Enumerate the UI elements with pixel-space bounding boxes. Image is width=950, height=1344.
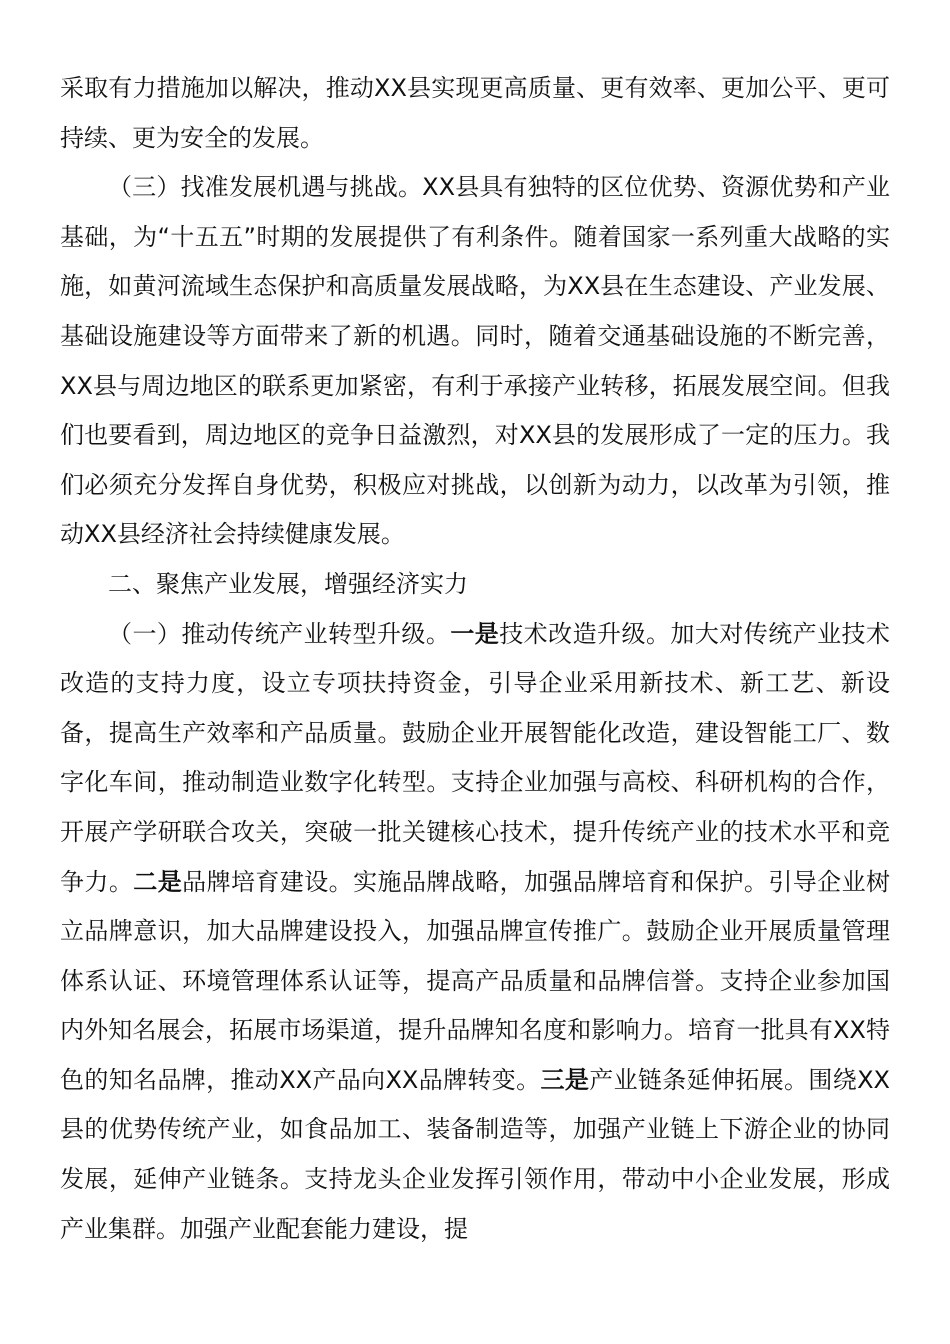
point-two-label: 二是	[133, 867, 183, 896]
point-three-label: 三是	[540, 1065, 590, 1094]
paragraph-continuation: 采取有力措施加以解决，推动XX县实现更高质量、更有效率、更加公平、更可持续、更为安全的发展。	[60, 74, 890, 152]
subsection-title: （一）推动传统产业转型升级。	[108, 619, 451, 648]
point-one-label: 一是	[450, 619, 500, 648]
point-two-text: 品牌培育建设。实施品牌战略，加强品牌培育和保护。引导企业树立品牌意识，加大品牌建设投入，加强品牌宣传推广。鼓励企业开展质量管理体系认证、环境管理体系认证等，提高产品质量和品牌信誉。支持企业参加国内外知名展会，拓展市场渠道，提升品牌知名度和影响力。培育一批具有XX特色的知名品牌，推动XX产品向XX品牌转变。	[60, 867, 891, 1094]
section-heading-industry: 二、聚焦产业发展，增强经济实力	[108, 569, 468, 598]
point-one-text: 技术改造升级。加大对传统产业技术改造的支持力度，设立专项扶持资金，引导企业采用新技术、新工艺、新设备，提高生产效率和产品质量。鼓励企业开展智能化改造，建设智能工厂、数字化车间，推动制造业数字化转型。支持企业加强与高校、科研机构的合作，开展产学研联合攻关，突破一批关键核心技术，提升传统产业的技术水平和竞争力。	[60, 619, 891, 896]
paragraph-traditional-industry	[60, 610, 890, 1255]
document-body	[60, 64, 890, 1254]
point-three-text: 产业链条延伸拓展。围绕XX县的优势传统产业，如食品加工、装备制造等，加强产业链上下游企业的协同发展，延伸产业链条。支持龙头企业发挥引领作用，带动中小企业发展，形成产业集群。加强产业配套能力建设，提	[60, 1065, 891, 1243]
paragraph-opportunities-challenges: （三）找准发展机遇与挑战。XX县具有独特的区位优势、资源优势和产业基础，为“十五五”时期的发展提供了有利条件。随着国家一系列重大战略的实施，如黄河流域生态保护和高质量发展战略，为XX县在生态建设、产业发展、基础设施建设等方面带来了新的机遇。同时，随着交通基础设施的不断完善，XX县与周边地区的联系更加紧密，有利于承接产业转移，拓展发展空间。但我们也要看到，周边地区的竞争日益激烈，对XX县的发展形成了一定的压力。我们必须充分发挥自身优势，积极应对挑战，以创新为动力，以改革为引领，推动XX县经济社会持续健康发展。	[60, 173, 890, 549]
